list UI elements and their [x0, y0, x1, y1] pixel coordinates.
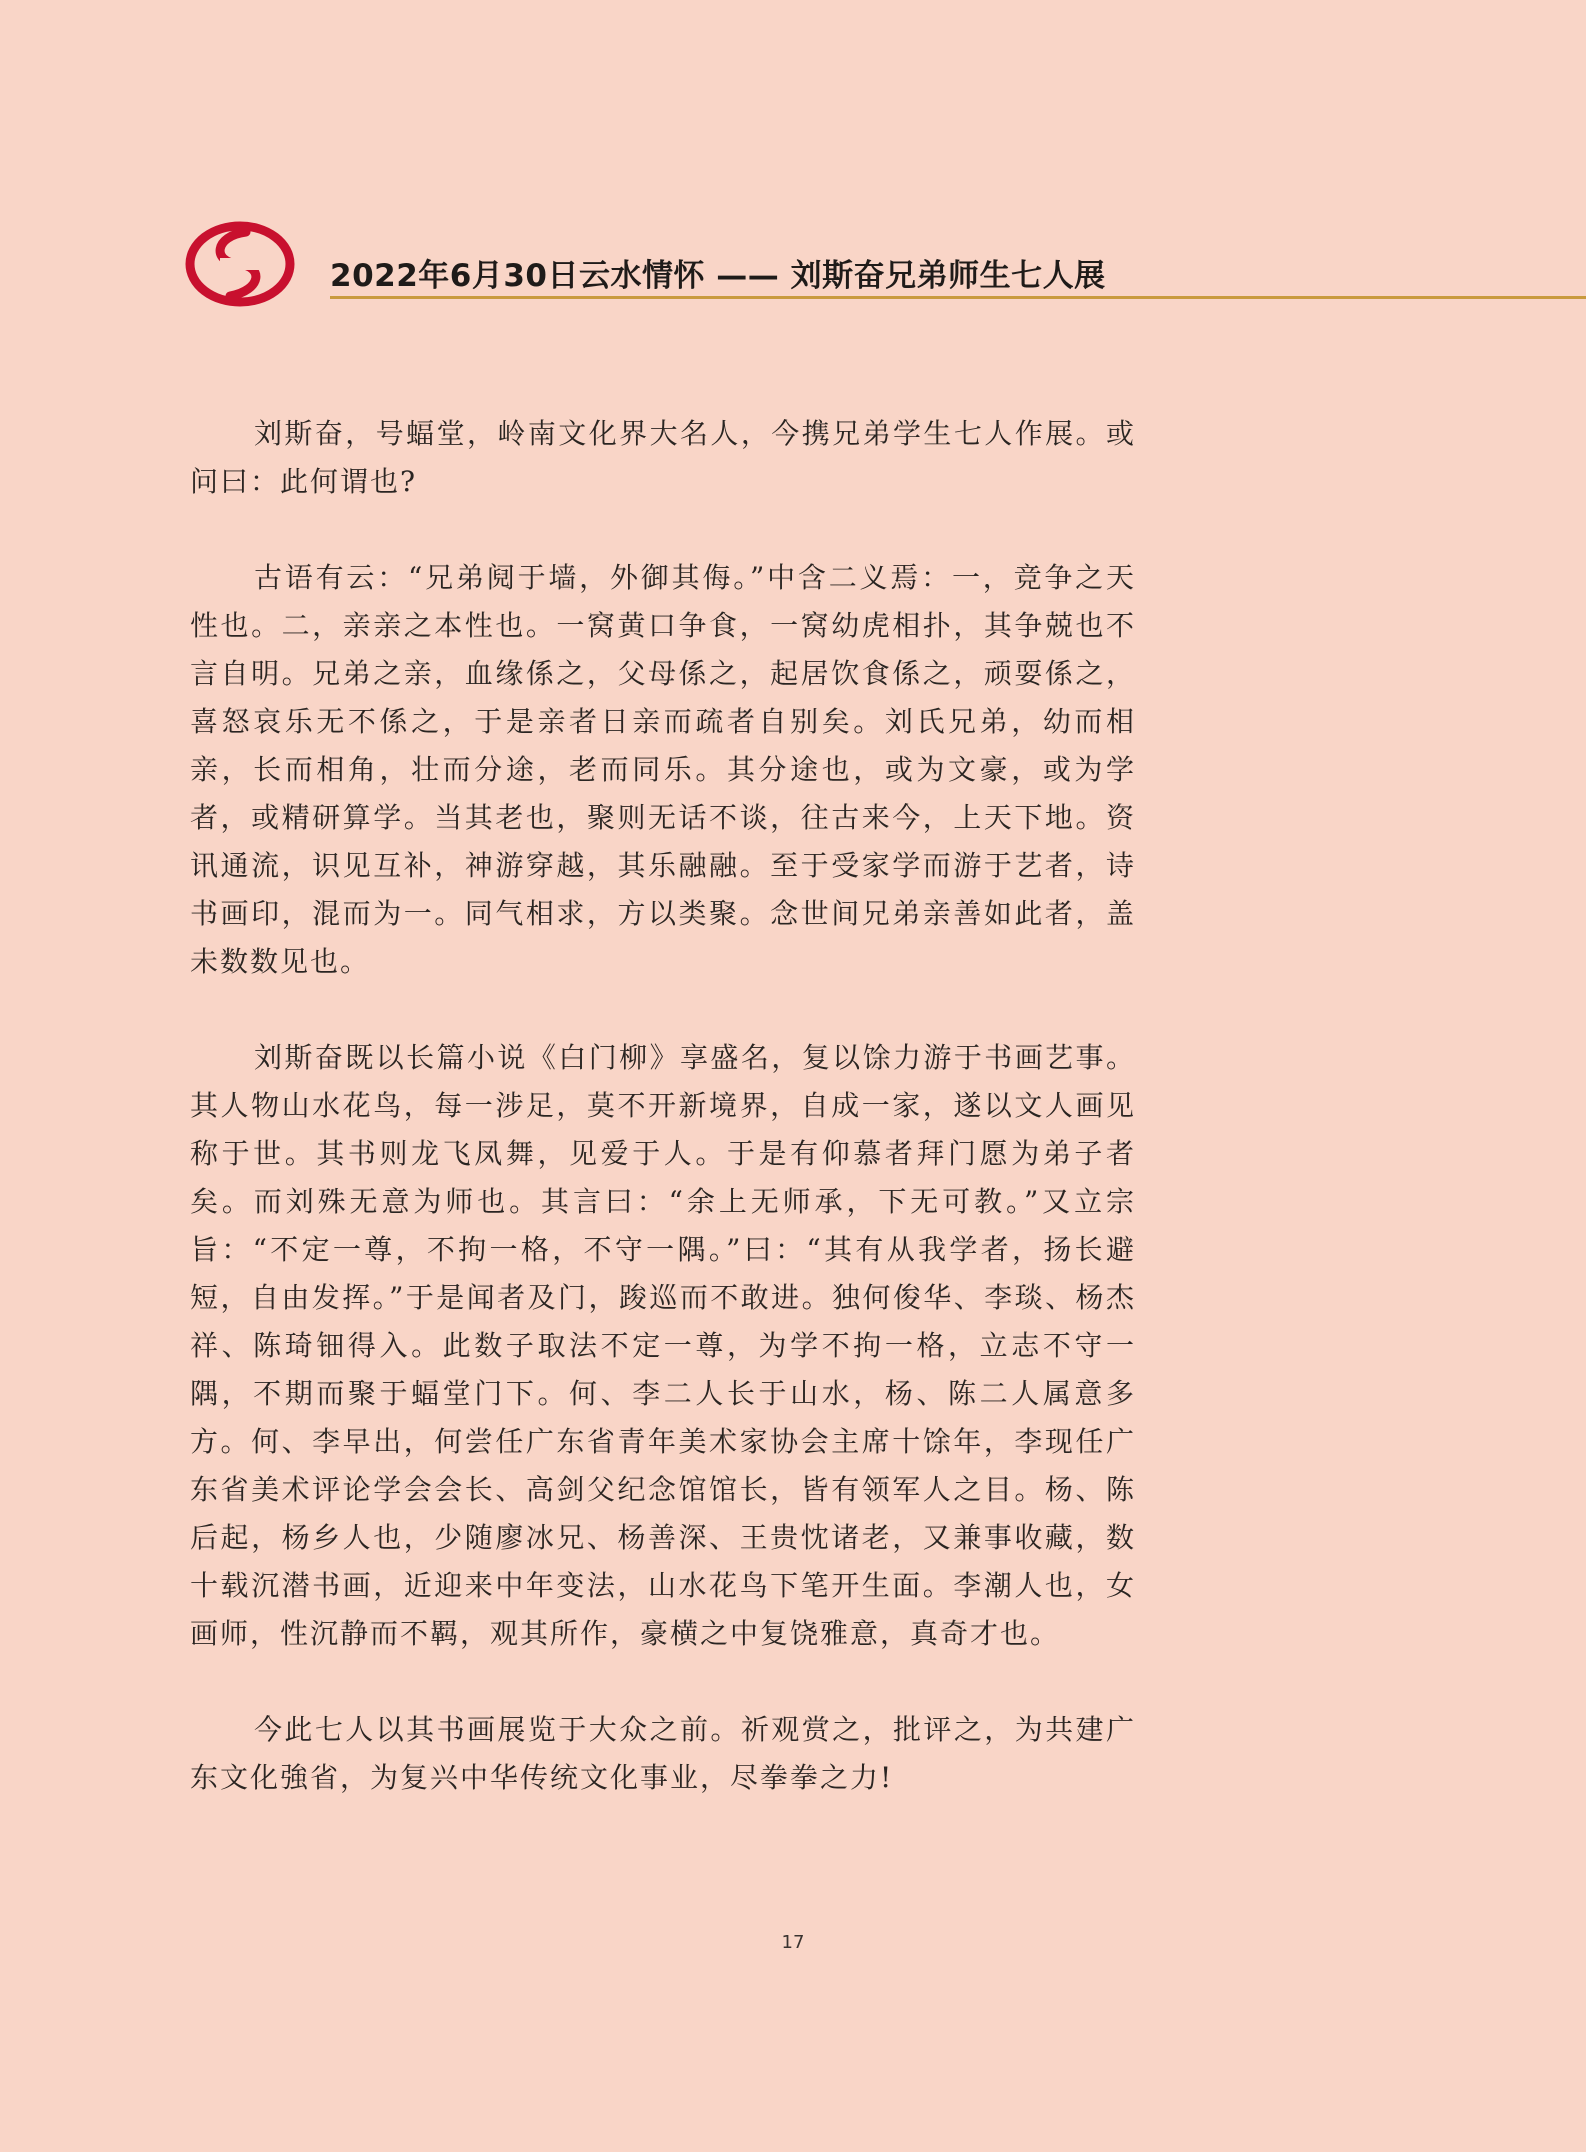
red-ring-logo-icon	[184, 218, 296, 310]
paragraph-brothers: 古语有云：“兄弟阋于墙，外御其侮。”中含二义焉：一，竞争之天性也。二，亲亲之本性也。一窝黄口争食，一窝幼虎相扑，其争兢也不言自明。兄弟之亲，血缘係之，父母係之，起居饮食係之，顽耍係之，喜怒哀乐无不係之，于是亲者日亲而疏者自别矣。刘氏兄弟，幼而相亲，长而相角，壮而分途，老而同乐。其分途也，或为文豪，或为学者，或精研算学。当其老也，聚则无话不谈，往古来今，上天下地。资讯通流，识见互补，神游穿越，其乐融融。至于受家学而游于艺者，诗书画印，混而为一。同气相求，方以类聚。念世间兄弟亲善如此者，盖未数数见也。	[190, 561, 1136, 978]
page-number: 17	[781, 1932, 805, 1953]
paragraph-intro: 刘斯奋，号蝠堂，岭南文化界大名人，今携兄弟学生七人作展。或问曰：此何谓也?	[190, 417, 1136, 498]
paragraph-closing: 今此七人以其书画展览于大众之前。祈观赏之，批评之，为共建广东文化強省，为复兴中华传统文化事业，尽拳拳之力!	[190, 1713, 1136, 1794]
page-header	[0, 0, 1586, 320]
page-title: 2022年6月30日云水情怀 —— 刘斯奋兄弟师生七人展	[330, 258, 1106, 294]
paragraph-students: 刘斯奋既以长篇小说《白门柳》享盛名，复以馀力游于书画艺事。其人物山水花鸟，每一涉足，莫不开新境界，自成一家，遂以文人画见称于世。其书则龙飞凤舞，见爱于人。于是有仰慕者拜门愿为弟子者矣。而刘殊无意为师也。其言曰：“余上无师承，下无可教。”又立宗旨：“不定一尊，不拘一格，不守一隅。”曰：“其有从我学者，扬长避短，自由发挥。”于是闻者及门，踆巡而不敢进。独何俊华、李琰、杨杰祥、陈琦钿得入。此数子取法不定一尊，为学不拘一格，立志不守一隅，不期而聚于蝠堂门下。何、李二人长于山水，杨、陈二人属意多方。何、李早出，何尝任广东省青年美术家协会主席十馀年，李现任广东省美术评论学会会长、高剑父纪念馆馆长，皆有领军人之目。杨、陈后起，杨乡人也，少随廖冰兄、杨善深、王贵忱诸老，又兼事收藏，数十载沉潜书画，近迎来中年变法，山水花鸟下笔开生面。李潮人也，女画师，性沉静而不羁，观其所作，豪横之中复饶雅意，真奇才也。	[190, 1041, 1136, 1650]
article-body	[190, 410, 1136, 1850]
header-divider	[330, 296, 1586, 299]
